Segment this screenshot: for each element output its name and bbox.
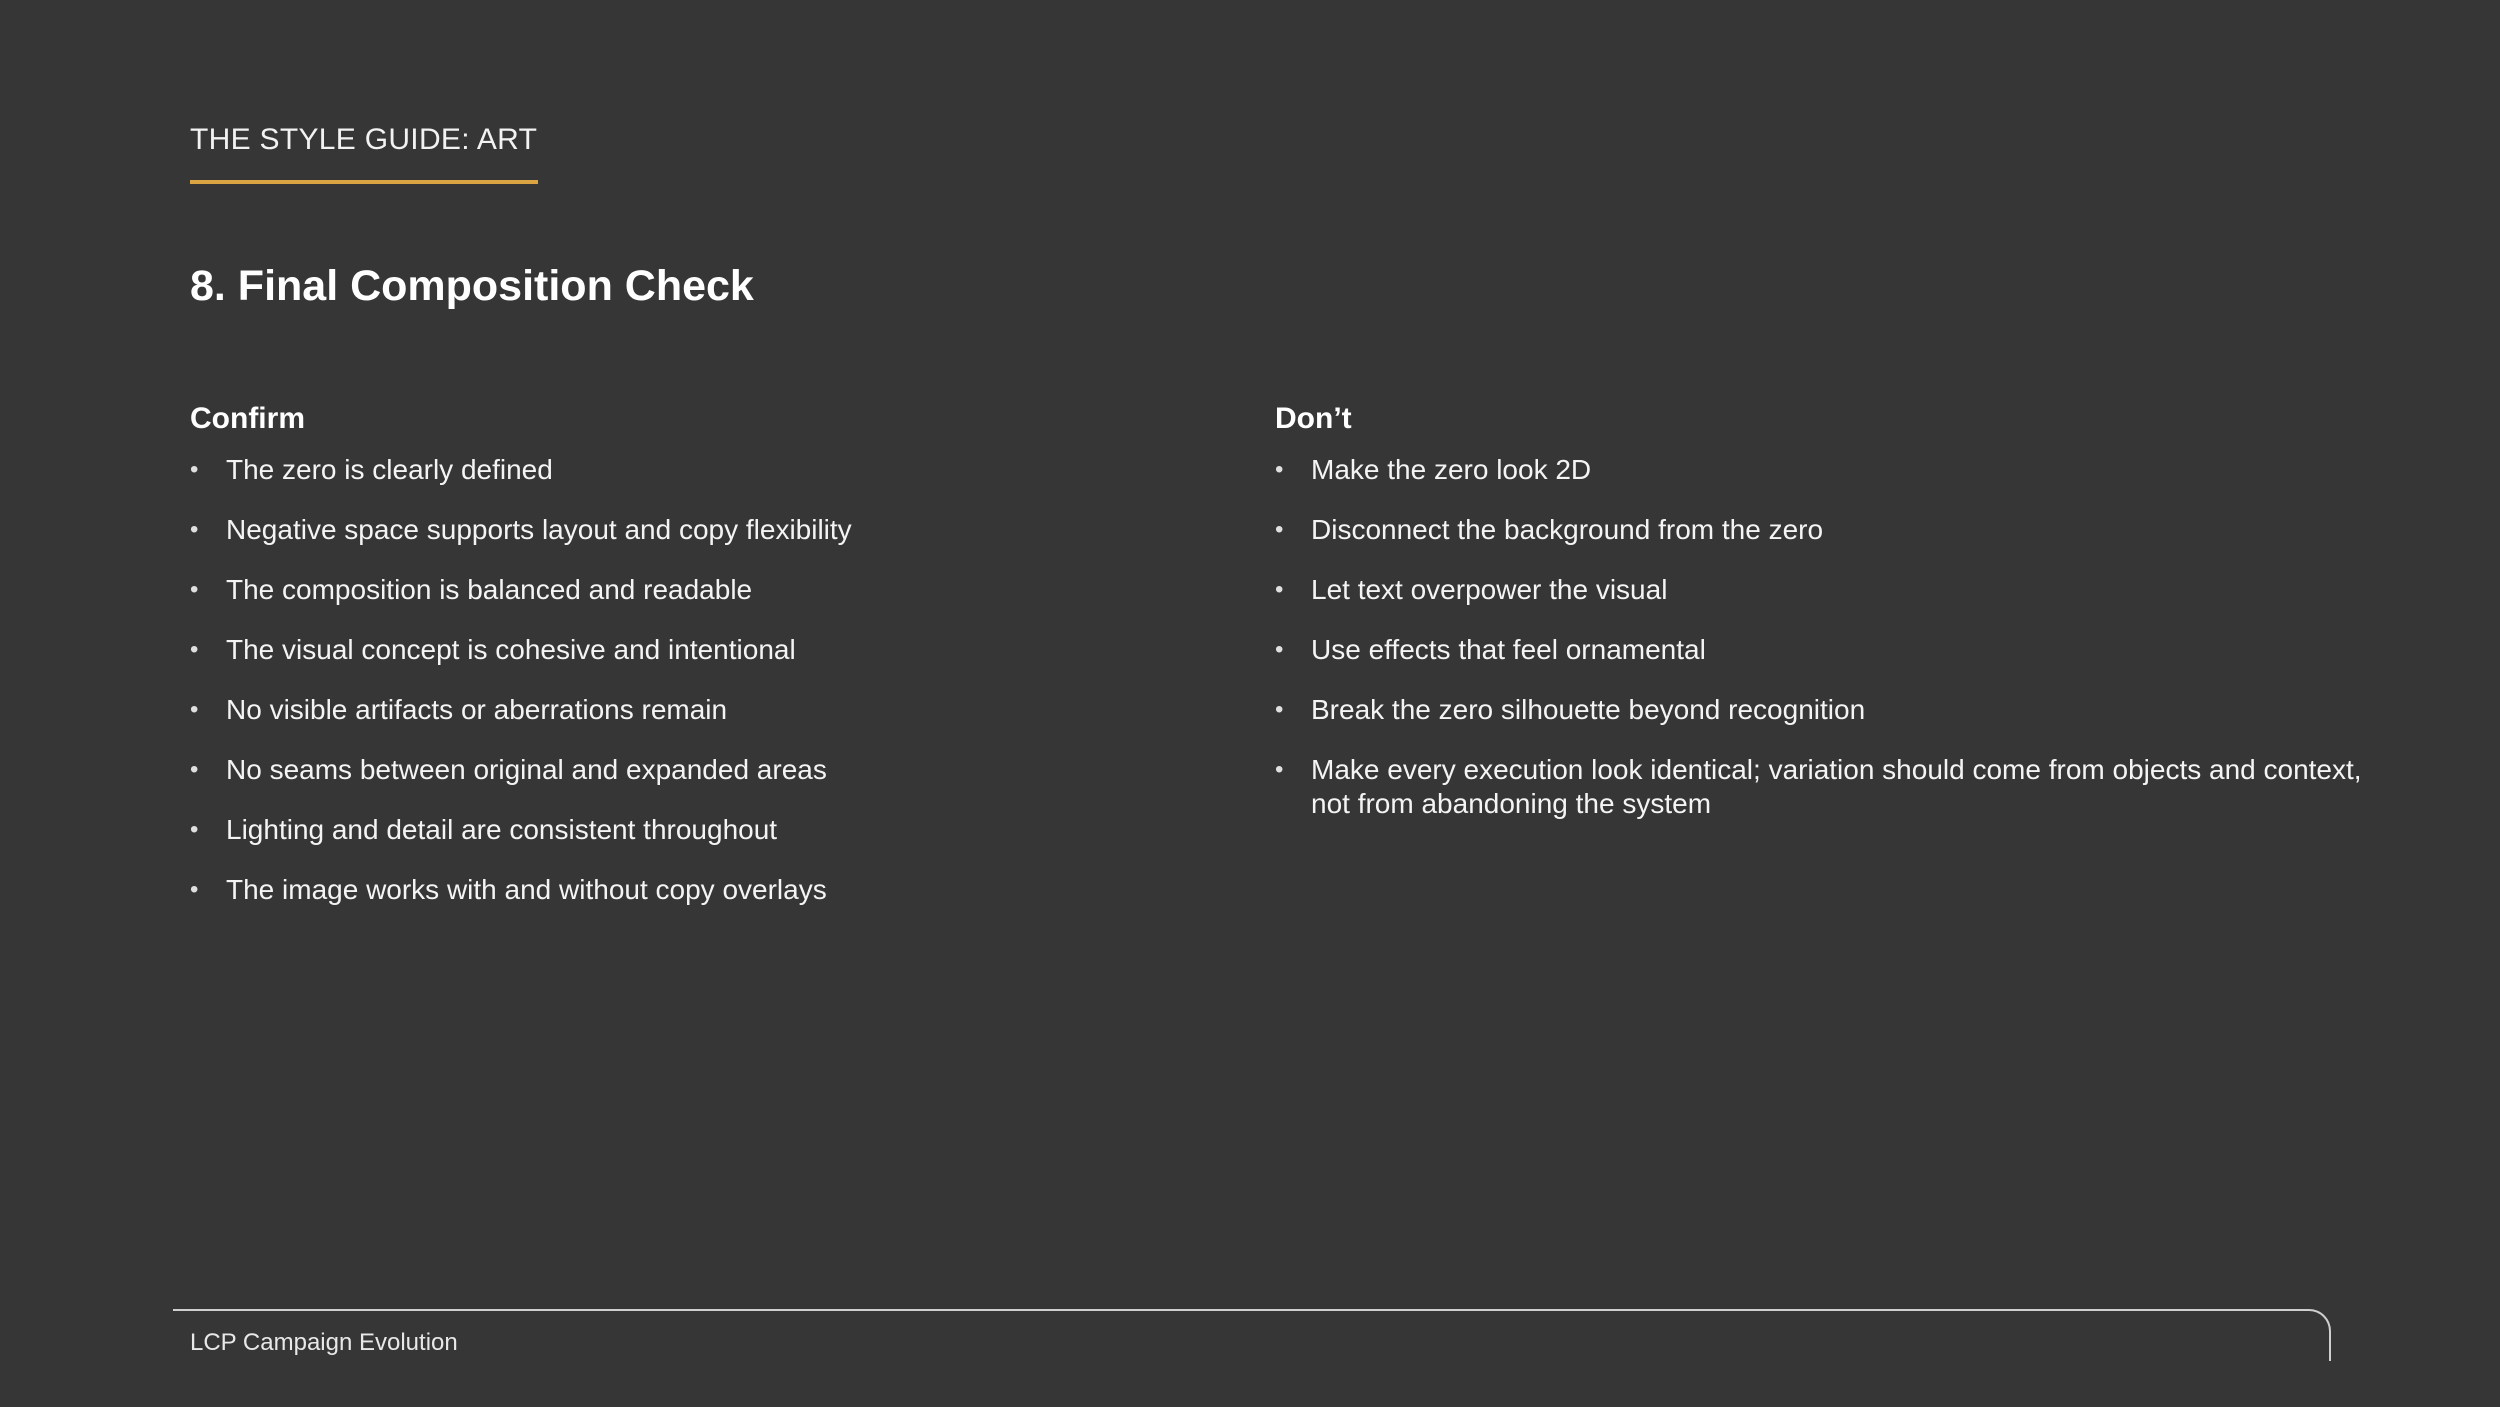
list-item: [1275, 513, 2405, 547]
list-item: [1275, 693, 2405, 727]
list-item-text: No seams between original and expanded areas: [226, 754, 827, 785]
list-item: [1275, 453, 2405, 487]
list-item-text: Make every execution look identical; variation should come from objects and context, not from abandoning the system: [1311, 754, 2362, 819]
list-item: [1275, 633, 2405, 667]
list-item: [190, 813, 1320, 847]
list-item-text: Let text overpower the visual: [1311, 574, 1668, 605]
list-item-text: The visual concept is cohesive and intentional: [226, 634, 796, 665]
bullet-icon: •: [190, 636, 199, 663]
bullet-icon: •: [190, 516, 199, 543]
list-item: [190, 453, 1320, 487]
list-item-text: The image works with and without copy overlays: [226, 874, 827, 905]
footer-frame: [173, 1309, 2331, 1361]
bullet-icon: •: [1275, 456, 1284, 483]
confirm-heading: Confirm: [190, 402, 305, 435]
list-item-text: Make the zero look 2D: [1311, 454, 1592, 485]
dont-column: [1275, 397, 2405, 847]
list-item: [190, 573, 1320, 607]
bullet-icon: •: [1275, 696, 1284, 723]
list-item-text: Disconnect the background from the zero: [1311, 514, 1824, 545]
list-item: [190, 513, 1320, 547]
dont-heading: Don’t: [1275, 402, 1352, 435]
list-item-text: Negative space supports layout and copy flexibility: [226, 514, 852, 545]
bullet-icon: •: [190, 876, 199, 903]
list-item: [1275, 753, 2405, 821]
bullet-icon: •: [190, 756, 199, 783]
list-item-text: The composition is balanced and readable: [226, 574, 753, 605]
list-item: [190, 873, 1320, 907]
bullet-icon: •: [190, 696, 199, 723]
confirm-list: [190, 453, 1320, 907]
section-eyebrow: THE STYLE GUIDE: ART: [190, 123, 538, 156]
list-item-text: Use effects that feel ornamental: [1311, 634, 1706, 665]
bullet-icon: •: [190, 456, 199, 483]
list-item-text: The zero is clearly defined: [226, 454, 553, 485]
accent-underline: [190, 180, 538, 184]
dont-list: [1275, 453, 2405, 821]
list-item-text: No visible artifacts or aberrations remain: [226, 694, 728, 725]
bullet-icon: •: [190, 816, 199, 843]
list-item: [190, 633, 1320, 667]
bullet-icon: •: [1275, 636, 1284, 663]
page-title: 8. Final Composition Check: [190, 262, 754, 310]
footer-text: LCP Campaign Evolution: [190, 1329, 458, 1356]
bullet-icon: •: [190, 576, 199, 603]
list-item-text: Lighting and detail are consistent throughout: [226, 814, 778, 845]
list-item-text: Break the zero silhouette beyond recognition: [1311, 694, 1866, 725]
bullet-icon: •: [1275, 516, 1284, 543]
bullet-icon: •: [1275, 576, 1284, 603]
bullet-icon: •: [1275, 756, 1284, 783]
list-item: [190, 693, 1320, 727]
confirm-column: [190, 397, 1320, 933]
list-item: [1275, 573, 2405, 607]
list-item: [190, 753, 1320, 787]
